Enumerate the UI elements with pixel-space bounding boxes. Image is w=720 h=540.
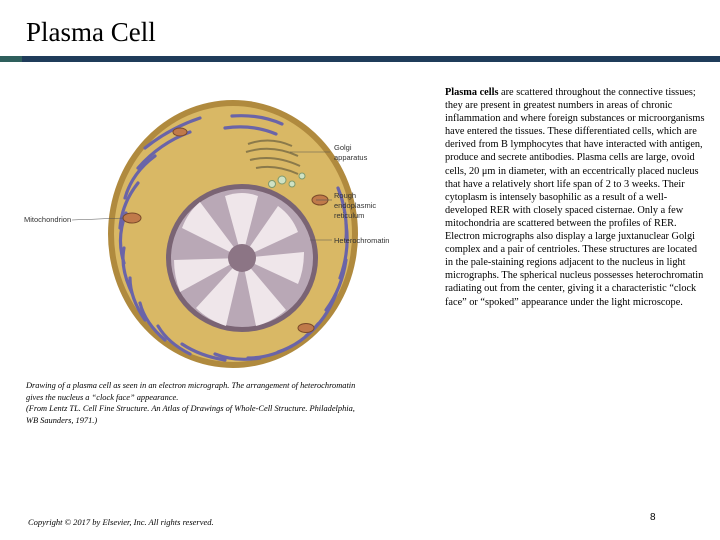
label-rer-1: Rough: [334, 191, 357, 200]
title-underline-accent: [0, 56, 22, 62]
caption-description: Drawing of a plasma cell as seen in an electron micrograph. The arrangement of heterochromatin gives the nucleus a “clock face” appearance.: [26, 381, 356, 402]
page-number: 8: [650, 512, 656, 523]
figure-caption: [26, 380, 356, 426]
label-rer-2: endoplasmic: [334, 201, 377, 210]
title-underline-bar: [0, 56, 720, 62]
body-paragraph: [445, 86, 707, 309]
label-rer-3: reticulum: [334, 211, 365, 220]
label-golgi-2: apparatus: [334, 153, 368, 162]
nucleolus: [228, 244, 256, 272]
plasma-cell-figure: [20, 88, 400, 368]
plasma-cell-drawing: [20, 88, 400, 368]
body-lead-term: Plasma cells: [445, 87, 499, 98]
label-heterochromatin: Heterochromatin: [334, 236, 390, 245]
copyright-notice: Copyright © 2017 by Elsevier, Inc. All rights reserved.: [28, 517, 214, 527]
slide-title: Plasma Cell: [26, 17, 156, 47]
body-text: are scattered throughout the connective tissues; they are present in greatest numbers in areas of chronic inflammation and where foreign substances or microorganisms have entered the tissues. These differentiated cells, which are derived from B lymphocytes that have interacted with antigen, produce and secrete antibodies. Plasma cells are large, ovoid cells, 20 μm in diameter, with an eccentrically placed nucleus that have a relatively short life span of 2 to 3 weeks. Their cytoplasm is intensely basophilic as a result of a well-developed RER with closely spaced cisternae. Only a few mitochondria are scattered between the profiles of RER. Electron micrographs also display a large juxtanuclear Golgi complex and a pair of centrioles. These structures are located in the pale-staining regions adjacent to the nucleus in light micrographs. The spherical nucleus possesses heterochromatin radiating out from the center, giving it a characteristic “clock face” or “spoked” appearance under the light microscope.: [445, 87, 705, 308]
label-mitochondrion: Mitochondrion: [24, 215, 72, 224]
label-golgi-1: Golgi: [334, 143, 352, 152]
caption-source: (From Lentz TL. Cell Fine Structure. An Atlas of Drawings of Whole-Cell Structure. Philadelphia, WB Saunders, 1971.): [26, 404, 355, 425]
